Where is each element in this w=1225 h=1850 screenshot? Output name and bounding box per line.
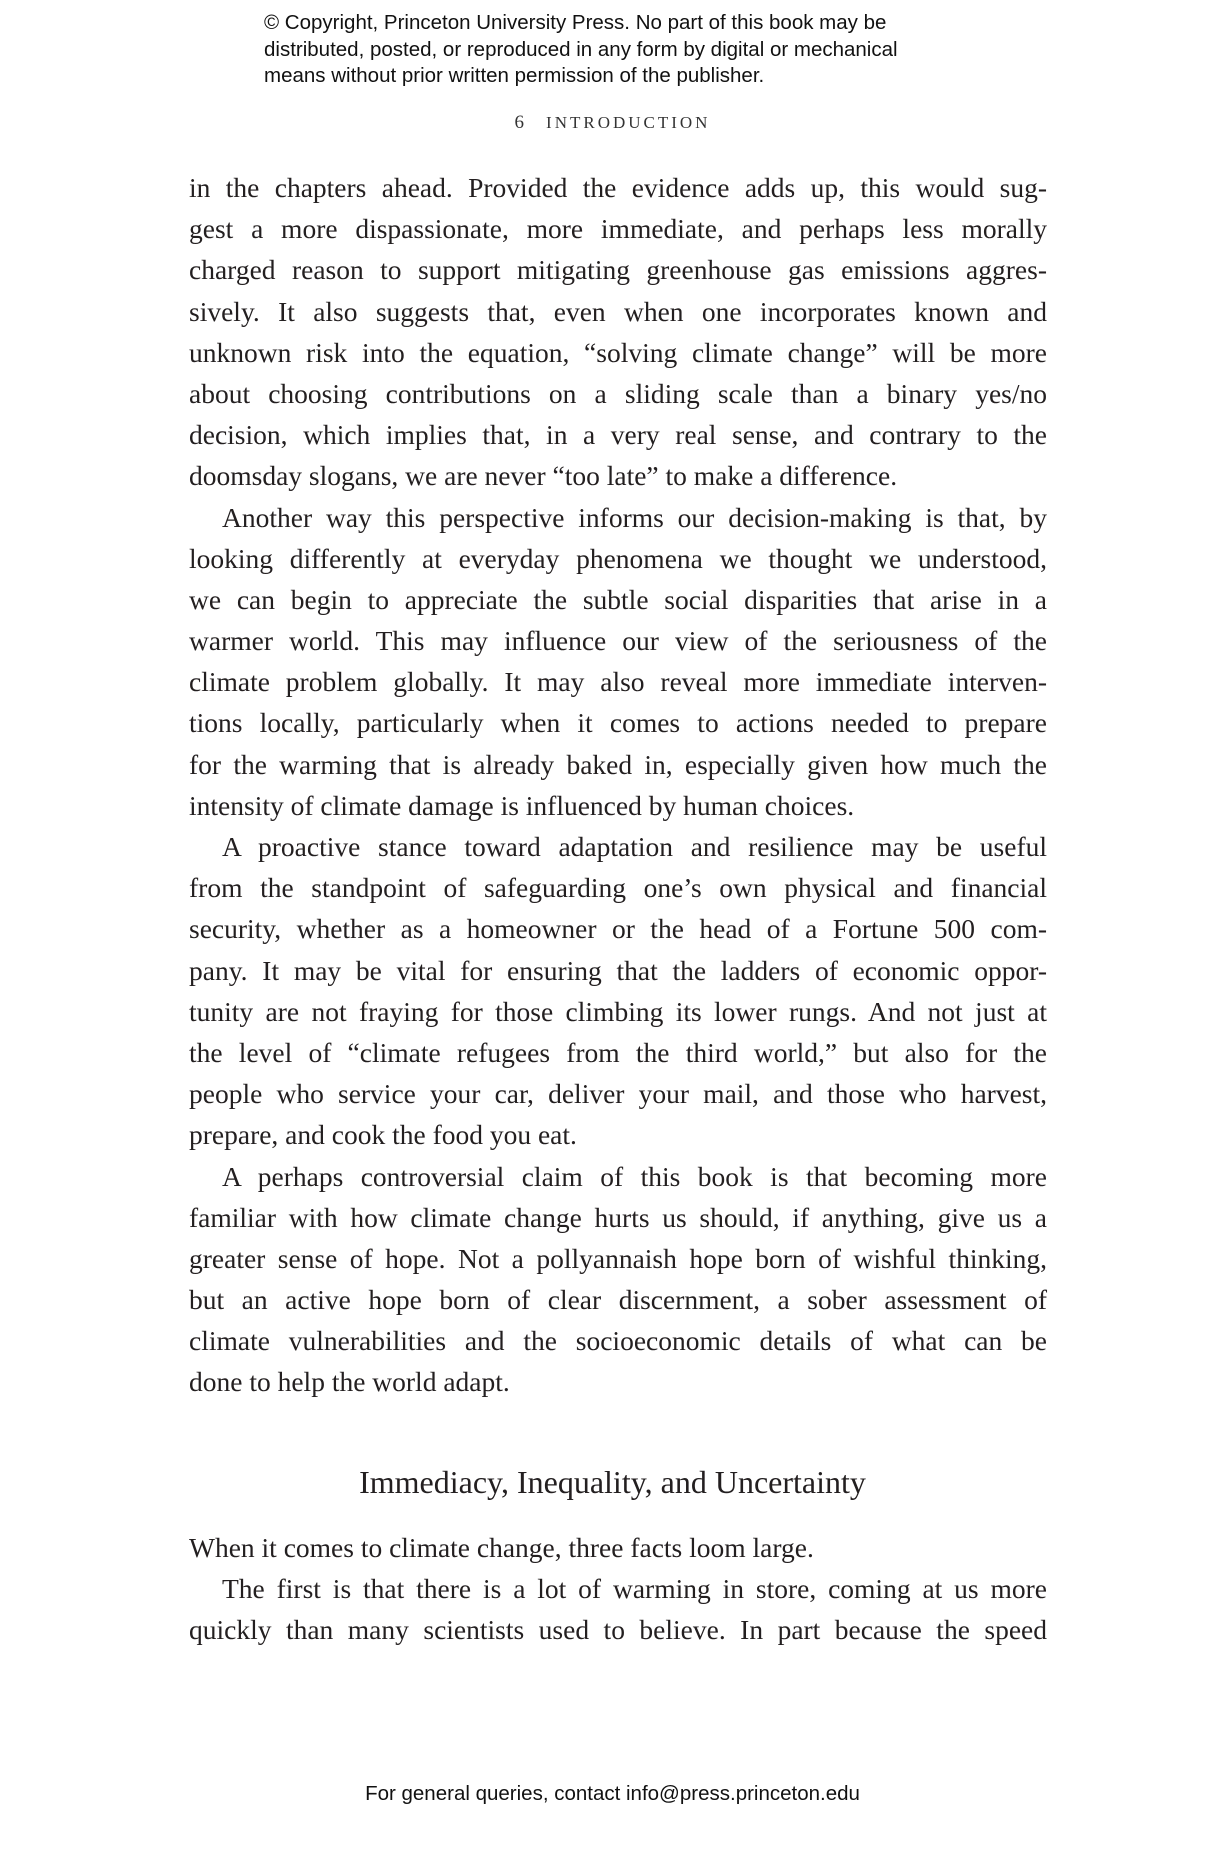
copyright-notice [264, 10, 898, 90]
text-line: The first is that there is a lot of warming in store, coming at us more [222, 1573, 1047, 1605]
text-line: gest a more dispassionate, more immediate, and perhaps less morally [189, 213, 1047, 245]
text-line: sively. It also suggests that, even when one incorporates known and [189, 295, 1047, 327]
text-line: climate problem globally. It may also reveal more immediate interven- [189, 666, 1047, 698]
text-line: about choosing contributions on a sliding scale than a binary yes/no [189, 377, 1047, 409]
text-line: security, whether as a homeowner or the head of a Fortune 500 com- [189, 913, 1047, 945]
paragraph [189, 826, 1047, 1156]
text-line: A perhaps controversial claim of this book is that becoming more [222, 1160, 1047, 1192]
text-line: looking differently at everyday phenomena we thought we understood, [189, 542, 1047, 574]
text-line: Another way this perspective informs our decision-making is that, by [222, 501, 1047, 533]
text-line: greater sense of hope. Not a pollyannaish hope born of wishful thinking, [189, 1242, 1047, 1274]
copyright-line: means without prior written permission of the publisher. [264, 64, 765, 87]
section-heading: Immediacy, Inequality, and Uncertainty [359, 1464, 866, 1500]
footer-contact: For general queries, contact info@press.princeton.edu [365, 1782, 860, 1805]
section-body-text [189, 1527, 1047, 1651]
text-line: we can begin to appreciate the subtle social disparities that arise in a [189, 583, 1047, 615]
text-line: the level of “climate refugees from the third world,” but also for the [189, 1036, 1047, 1068]
page-number: 6 [514, 112, 525, 133]
text-line: climate vulnerabilities and the socioeconomic details of what can be [189, 1325, 1047, 1357]
running-head [0, 112, 1225, 134]
paragraph [189, 1156, 1047, 1403]
text-line: for the warming that is already baked in, especially given how much the [189, 748, 1047, 780]
text-line: When it comes to climate change, three facts loom large. [189, 1532, 814, 1563]
body-text [189, 167, 1047, 1403]
copyright-line: distributed, posted, or reproduced in any form by digital or mechanical [264, 37, 898, 61]
text-line: tunity are not fraying for those climbing its lower rungs. And not just at [189, 995, 1047, 1027]
text-line: prepare, and cook the food you eat. [189, 1119, 577, 1151]
text-line: charged reason to support mitigating greenhouse gas emissions aggres- [189, 254, 1047, 286]
text-line: unknown risk into the equation, “solving climate change” will be more [189, 336, 1047, 368]
text-line: tions locally, particularly when it comes to actions needed to prepare [189, 707, 1047, 739]
text-line: intensity of climate damage is influenced by human choices. [189, 789, 855, 821]
text-line: from the standpoint of safeguarding one’s own physical and financial [189, 872, 1047, 904]
text-line: familiar with how climate change hurts us should, if anything, give us a [189, 1201, 1047, 1233]
paragraph [189, 167, 1047, 497]
text-line: doomsday slogans, we are never “too late” to make a difference. [189, 460, 898, 492]
text-line: people who service your car, deliver your mail, and those who harvest, [189, 1078, 1047, 1110]
text-line: in the chapters ahead. Provided the evidence adds up, this would sug- [189, 172, 1047, 203]
paragraph [189, 1568, 1047, 1650]
copyright-line: © Copyright, Princeton University Press. No part of this book may be [264, 11, 887, 34]
text-line: quickly than many scientists used to believe. In part because the speed [189, 1614, 1047, 1646]
text-line: A proactive stance toward adaptation and resilience may be useful [222, 831, 1047, 862]
text-line: warmer world. This may influence our view of the seriousness of the [189, 625, 1047, 657]
text-line: done to help the world adapt. [189, 1366, 510, 1398]
paragraph [189, 497, 1047, 827]
text-line: decision, which implies that, in a very real sense, and contrary to the [189, 419, 1047, 451]
chapter-title: INTRODUCTION [546, 113, 711, 132]
paragraph [189, 1527, 1047, 1568]
text-line: but an active hope born of clear discernment, a sober assessment of [189, 1284, 1047, 1316]
text-line: pany. It may be vital for ensuring that the ladders of economic oppor- [189, 954, 1047, 986]
